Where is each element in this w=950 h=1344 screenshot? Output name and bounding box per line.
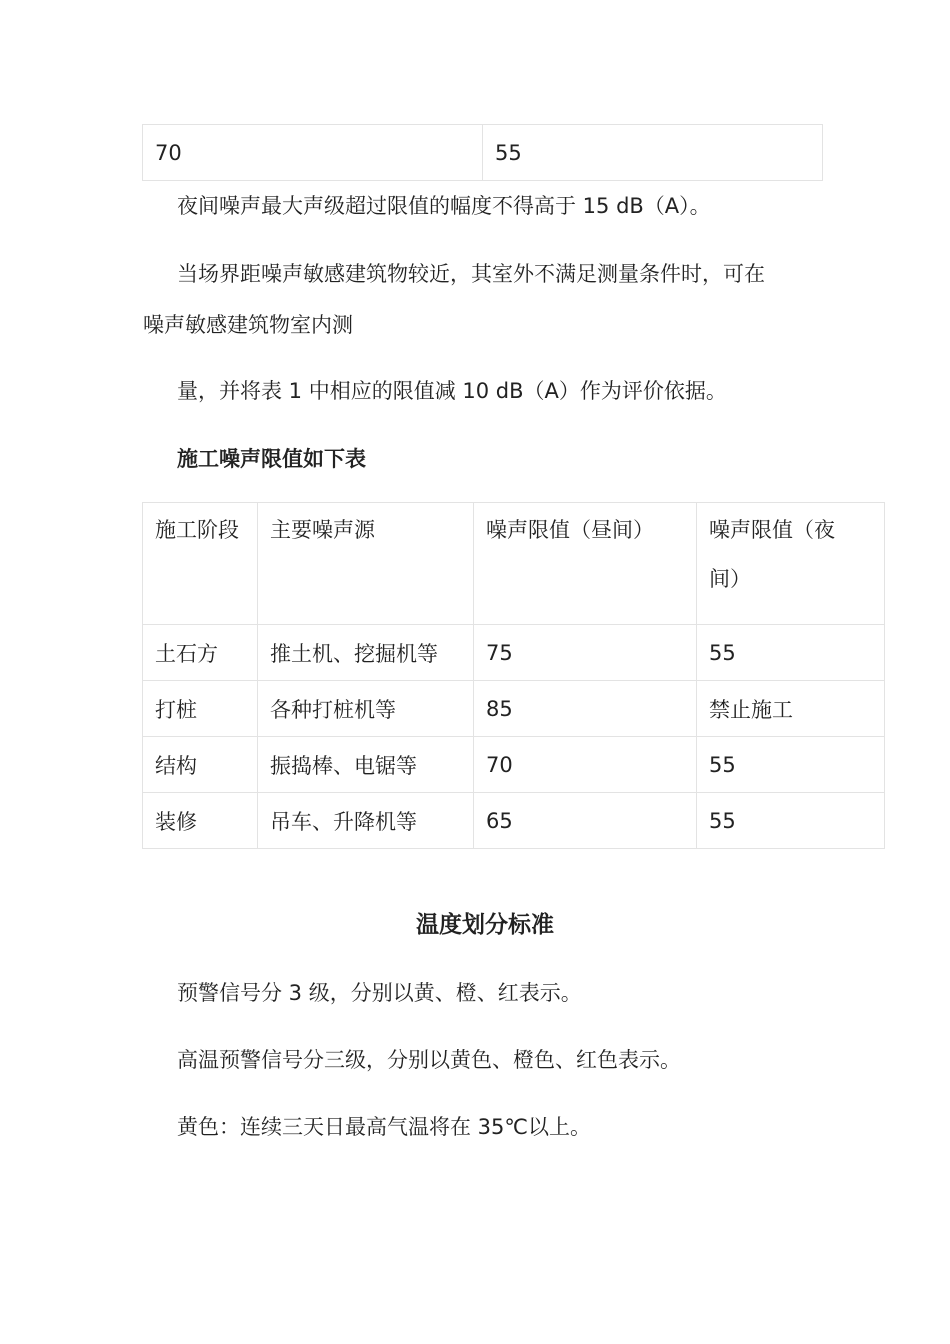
- table-cell: 70: [474, 737, 697, 793]
- limit-table-fragment: [142, 124, 823, 181]
- table-cell: 装修: [143, 793, 258, 849]
- table-cell: 75: [474, 625, 697, 681]
- table-row: [143, 125, 823, 181]
- paragraph-night-noise: 夜间噪声最大声级超过限值的幅度不得高于 15 dB（A）。: [177, 194, 711, 218]
- table-cell: 55: [483, 125, 823, 181]
- table-cell: 土石方: [143, 625, 258, 681]
- table-cell: 吊车、升降机等: [258, 793, 474, 849]
- table-cell: 结构: [143, 737, 258, 793]
- table-row: [143, 625, 885, 681]
- table-cell: 各种打桩机等: [258, 681, 474, 737]
- header-text: 噪声限值（昼间）: [486, 518, 654, 542]
- table-caption: 施工噪声限值如下表: [177, 447, 366, 471]
- header-text: 主要噪声源: [270, 518, 375, 542]
- table-cell: 85: [474, 681, 697, 737]
- table-header-row: [143, 503, 885, 625]
- paragraph-yellow-level: 黄色：连续三天日最高气温将在 35℃以上。: [177, 1115, 591, 1139]
- table-cell: 禁止施工: [697, 681, 885, 737]
- table-cell: 65: [474, 793, 697, 849]
- section-heading: 温度划分标准: [416, 912, 554, 938]
- table-cell: 推土机、挖掘机等: [258, 625, 474, 681]
- table-row: [143, 793, 885, 849]
- paragraph-warning-levels: 预警信号分 3 级，分别以黄、橙、红表示。: [177, 981, 582, 1005]
- construction-noise-table: [142, 502, 885, 849]
- table-cell: 55: [697, 793, 885, 849]
- table-cell: 打桩: [143, 681, 258, 737]
- table-row: [143, 681, 885, 737]
- table-cell: 55: [697, 737, 885, 793]
- header-cell-stage: [143, 503, 258, 625]
- table-cell: 55: [697, 625, 885, 681]
- table-row: [143, 737, 885, 793]
- paragraph-reduction: 量，并将表 1 中相应的限值减 10 dB（A）作为评价依据。: [177, 379, 727, 403]
- table-cell: 70: [143, 125, 483, 181]
- paragraph-indoor-line2: 噪声敏感建筑物室内测: [143, 313, 353, 337]
- header-text: 噪声限值（夜间）: [709, 518, 835, 591]
- header-cell-source: [258, 503, 474, 625]
- paragraph-high-temp-levels: 高温预警信号分三级，分别以黄色、橙色、红色表示。: [177, 1048, 681, 1072]
- header-cell-day-limit: [474, 503, 697, 625]
- paragraph-indoor-line1: 当场界距噪声敏感建筑物较近，其室外不满足测量条件时，可在: [177, 262, 765, 286]
- table-cell: 振捣棒、电锯等: [258, 737, 474, 793]
- header-cell-night-limit: [697, 503, 885, 625]
- header-text: 施工阶段: [155, 518, 239, 542]
